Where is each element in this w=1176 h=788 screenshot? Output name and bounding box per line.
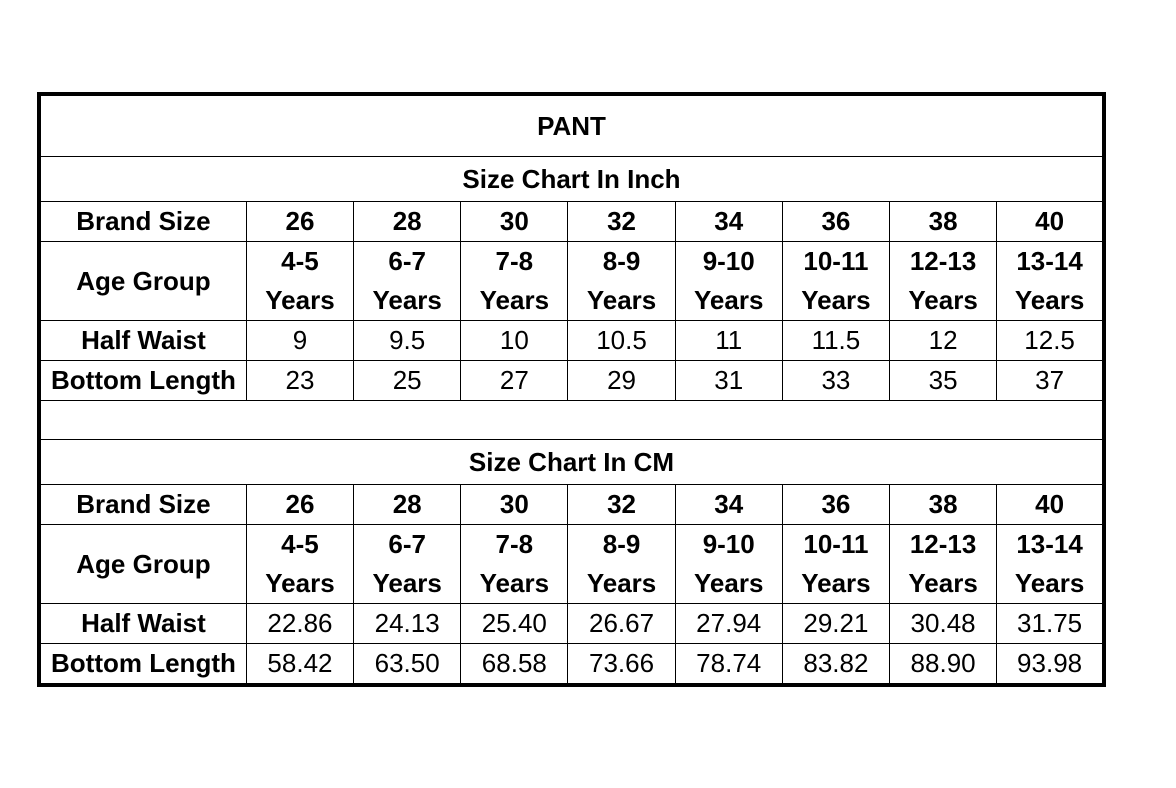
inch-age-group-label: Age Group [39,242,246,321]
inch-half-waist-cell: 11.5 [782,321,889,361]
inch-brand-size-row [39,202,1104,242]
age-range: 13-14 [1016,246,1083,276]
inch-half-waist-row [39,321,1104,361]
inch-bottom-length-cell: 25 [354,361,461,401]
inch-bottom-length-row [39,361,1104,401]
inch-section-heading: Size Chart In Inch [39,157,1104,202]
cm-brand-size-cell: 38 [890,485,997,525]
inch-age-group-cell [568,242,675,321]
cm-half-waist-cell: 26.67 [568,604,675,644]
chart-title: PANT [39,94,1104,157]
cm-brand-size-cell: 36 [782,485,889,525]
age-range: 6-7 [388,246,426,276]
inch-brand-size-cell: 38 [890,202,997,242]
inch-brand-size-cell: 26 [246,202,353,242]
age-range: 8-9 [602,246,641,276]
cm-half-waist-cell: 24.13 [354,604,461,644]
inch-age-group-cell [890,242,997,321]
age-unit: Years [265,568,335,598]
age-unit: Years [586,285,657,315]
age-unit: Years [801,285,871,315]
age-unit: Years [372,568,442,598]
inch-bottom-length-cell: 23 [246,361,353,401]
inch-brand-size-cell: 32 [568,202,675,242]
inch-bottom-length-cell: 27 [461,361,568,401]
inch-bottom-length-cell: 29 [568,361,675,401]
cm-half-waist-row [39,604,1104,644]
inch-bottom-length-cell: 37 [997,361,1104,401]
age-unit: Years [908,285,978,315]
cm-bottom-length-cell: 73.66 [568,644,675,686]
cm-heading-row [39,440,1104,485]
cm-age-group-cell [246,525,353,604]
cm-bottom-length-cell: 93.98 [997,644,1104,686]
age-unit: Years [479,568,550,598]
cm-age-group-row [39,525,1104,604]
cm-bottom-length-cell: 63.50 [354,644,461,686]
cm-bottom-length-cell: 83.82 [782,644,889,686]
inch-half-waist-cell: 12 [890,321,997,361]
inch-brand-size-cell: 28 [354,202,461,242]
age-unit: Years [694,568,764,598]
inch-age-group-cell [675,242,782,321]
inch-half-waist-cell: 9.5 [354,321,461,361]
age-unit: Years [586,568,657,598]
age-range: 4-5 [281,246,319,276]
cm-half-waist-cell: 25.40 [461,604,568,644]
age-unit: Years [801,568,871,598]
cm-half-waist-cell: 30.48 [890,604,997,644]
age-unit: Years [694,285,764,315]
cm-brand-size-cell: 32 [568,485,675,525]
cm-bottom-length-cell: 68.58 [461,644,568,686]
age-range: 9-10 [702,246,755,276]
section-spacer [39,401,1104,440]
cm-age-group-cell [568,525,675,604]
age-unit: Years [265,285,335,315]
age-range: 7-8 [495,529,534,559]
cm-half-waist-cell: 22.86 [246,604,353,644]
inch-bottom-length-cell: 35 [890,361,997,401]
cm-half-waist-cell: 31.75 [997,604,1104,644]
age-unit: Years [908,568,978,598]
age-range: 13-14 [1016,529,1083,559]
inch-age-group-row [39,242,1104,321]
cm-brand-size-cell: 34 [675,485,782,525]
cm-age-group-cell [675,525,782,604]
age-range: 12-13 [909,246,977,276]
age-range: 12-13 [909,529,977,559]
inch-bottom-length-label: Bottom Length [39,361,246,401]
cm-age-group-cell [782,525,889,604]
inch-age-group-cell [246,242,353,321]
age-unit: Years [1014,285,1085,315]
inch-age-group-cell [354,242,461,321]
inch-brand-size-cell: 36 [782,202,889,242]
inch-age-group-cell [782,242,889,321]
cm-brand-size-cell: 30 [461,485,568,525]
cm-age-group-label: Age Group [39,525,246,604]
cm-brand-size-cell: 26 [246,485,353,525]
cm-brand-size-label: Brand Size [39,485,246,525]
cm-half-waist-cell: 27.94 [675,604,782,644]
cm-bottom-length-label: Bottom Length [39,644,246,686]
inch-half-waist-cell: 12.5 [997,321,1104,361]
age-range: 6-7 [388,529,426,559]
inch-age-group-cell [997,242,1104,321]
cm-half-waist-cell: 29.21 [782,604,889,644]
cm-half-waist-label: Half Waist [39,604,246,644]
title-row [39,94,1104,157]
inch-half-waist-cell: 11 [675,321,782,361]
inch-half-waist-cell: 10.5 [568,321,675,361]
age-unit: Years [479,285,550,315]
cm-brand-size-cell: 28 [354,485,461,525]
size-chart-table [37,92,1106,687]
age-range: 7-8 [495,246,534,276]
age-unit: Years [372,285,442,315]
age-range: 4-5 [281,529,319,559]
cm-age-group-cell [354,525,461,604]
inch-heading-row [39,157,1104,202]
cm-section-heading: Size Chart In CM [39,440,1104,485]
cm-bottom-length-cell: 78.74 [675,644,782,686]
inch-brand-size-cell: 40 [997,202,1104,242]
inch-half-waist-cell: 10 [461,321,568,361]
age-unit: Years [1014,568,1085,598]
age-range: 9-10 [702,529,755,559]
inch-bottom-length-cell: 33 [782,361,889,401]
cm-age-group-cell [997,525,1104,604]
inch-bottom-length-cell: 31 [675,361,782,401]
cm-brand-size-row [39,485,1104,525]
cm-bottom-length-row [39,644,1104,686]
inch-brand-size-label: Brand Size [39,202,246,242]
age-range: 8-9 [602,529,641,559]
cm-brand-size-cell: 40 [997,485,1104,525]
age-range: 10-11 [803,246,869,276]
age-range: 10-11 [803,529,869,559]
inch-brand-size-cell: 30 [461,202,568,242]
spacer-row [39,401,1104,440]
inch-brand-size-cell: 34 [675,202,782,242]
inch-age-group-cell [461,242,568,321]
inch-half-waist-cell: 9 [246,321,353,361]
cm-bottom-length-cell: 88.90 [890,644,997,686]
cm-age-group-cell [461,525,568,604]
cm-age-group-cell [890,525,997,604]
cm-bottom-length-cell: 58.42 [246,644,353,686]
inch-half-waist-label: Half Waist [39,321,246,361]
